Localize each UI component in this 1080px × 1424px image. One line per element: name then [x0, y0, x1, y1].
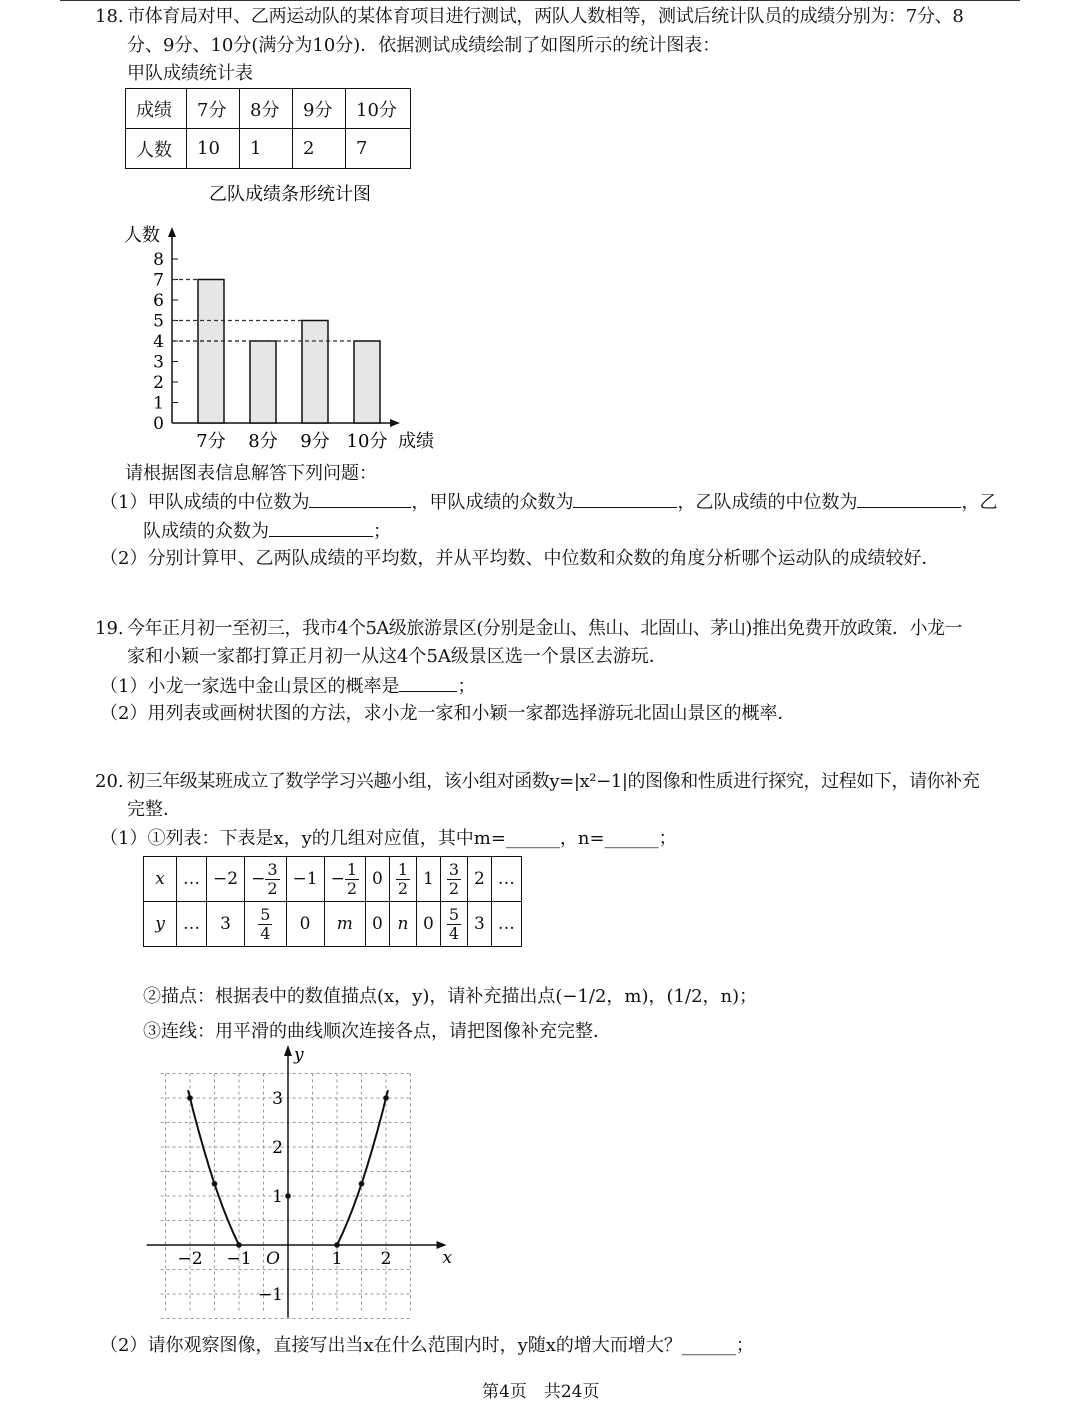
table-cell: m: [324, 902, 365, 947]
numerator: 5: [448, 904, 460, 924]
plotted-point: [359, 1181, 365, 1187]
x-tick-label: 10分: [346, 431, 388, 452]
x-tick-label: 2: [380, 1249, 392, 1269]
table-cell: 1: [417, 857, 441, 902]
x-tick-label: 8分: [248, 431, 278, 452]
y-axis-label: 人数: [124, 225, 160, 246]
table-cell: …: [177, 902, 207, 947]
y-tick-label: −1: [257, 1285, 283, 1305]
table-cell: 0: [366, 857, 390, 902]
fraction: [447, 906, 461, 943]
plotted-point: [285, 1193, 291, 1199]
x-axis-label: x: [442, 1248, 453, 1268]
table-cell: 2: [293, 129, 346, 169]
team-b-bar-chart: [110, 175, 470, 460]
table-cell: 1: [240, 129, 293, 169]
q18-sub1-text-d: ，乙: [961, 492, 998, 513]
plotted-point: [187, 1095, 193, 1101]
answer-blank[interactable]: [399, 673, 457, 692]
denominator: 2: [448, 878, 460, 898]
q19-sub1-text: （1）小龙一家选中金山景区的概率是: [100, 676, 400, 697]
table-cell: [245, 902, 286, 947]
q18-sub1-text-e: 队成绩的众数为: [143, 521, 269, 542]
x-axis-label: 成绩: [398, 431, 434, 452]
table-cell: 3: [207, 902, 245, 947]
function-value-table: [143, 856, 522, 947]
y-tick-label: 2: [272, 1138, 283, 1158]
plotted-point: [383, 1095, 389, 1101]
fraction: [258, 906, 272, 943]
table-cell: …: [491, 902, 521, 947]
x-tick-label: −1: [226, 1249, 252, 1269]
q18-sub1-text-a: （1）甲队成绩的中位数为: [100, 492, 310, 513]
origin-label: O: [266, 1249, 280, 1269]
y-tick-label: 5: [153, 311, 164, 332]
x-tick-label: 7分: [196, 431, 226, 452]
table-cell: 0: [417, 902, 441, 947]
y-label-cell: y: [144, 902, 177, 947]
numerator: 3: [448, 859, 460, 879]
numerator: 1: [346, 859, 357, 879]
table-cell: [245, 857, 286, 902]
y-axis-arrow: [168, 227, 176, 237]
numerator: 3: [267, 859, 278, 879]
y-tick-label: 3: [272, 1089, 283, 1109]
top-rule: [60, 0, 1020, 1]
fraction: [345, 861, 359, 898]
table-cell: 9分: [293, 89, 346, 129]
table-cell: 成绩: [126, 89, 187, 129]
bar-7分: [198, 280, 224, 424]
q18-sub1-text-f: ；: [373, 521, 391, 542]
table-cell: [440, 902, 467, 947]
table-cell: 7分: [187, 89, 240, 129]
q20-step2: ②描点：根据表中的数值描点(x，y)，请补充描出点(−1/2，m)，(1/2，n)；: [143, 986, 758, 1007]
table-cell: 0: [366, 902, 390, 947]
q20-step3: ③连线：用平滑的曲线顺次连接各点，请把图像补充完整．: [143, 1021, 611, 1042]
answer-blank[interactable]: [857, 489, 961, 508]
page-footer: 第4页 共24页: [482, 1382, 600, 1402]
y-tick-label: 7: [153, 270, 164, 291]
fraction: [447, 861, 461, 898]
table-cell: …: [491, 857, 521, 902]
y-tick-label: 3: [153, 352, 164, 373]
y-tick-label: 8: [153, 250, 164, 270]
table-cell: [440, 857, 467, 902]
numerator: 1: [397, 859, 409, 879]
answer-blank[interactable]: [269, 518, 373, 537]
q20-sub2-text: （2）请你观察图像，直接写出当x在什么范围内时，y随x的增大而增大？: [100, 1335, 682, 1356]
table-cell: …: [177, 857, 207, 902]
curve-right-branch: [337, 1090, 388, 1245]
answer-blank[interactable]: [573, 489, 677, 508]
chart-title: 乙队成绩条形统计图: [209, 184, 371, 205]
y-tick-label: 4: [153, 332, 164, 352]
table-cell: −2: [207, 857, 245, 902]
curve-left-branch: [188, 1090, 239, 1245]
y-tick-label: 0: [153, 414, 164, 434]
q19-line2: 家和小颖一家都打算正月初一从这4个5A级景区选一个景区去游玩．: [127, 646, 667, 667]
q20-sub2-blank[interactable]: ______；: [681, 1335, 754, 1356]
minus-sign: −: [251, 868, 266, 889]
function-graph: [140, 1042, 460, 1327]
q18-number: 18.: [95, 6, 124, 27]
plotted-point: [212, 1181, 218, 1187]
q18-sub2: （2）分别计算甲、乙两队成绩的平均数，并从平均数、中位数和众数的角度分析哪个运动队的成绩较好．: [100, 548, 940, 569]
denominator: 2: [346, 878, 357, 898]
table-cell: 0: [286, 902, 324, 947]
q20-line2: 完整．: [127, 799, 181, 820]
x-tick-label: 9分: [300, 431, 330, 452]
y-axis-arrow: [284, 1045, 292, 1056]
team-a-score-table: [125, 88, 411, 169]
q18-line2: 分、9分、10分(满分为10分)．依据测试成绩绘制了如图所示的统计图表：: [127, 35, 721, 56]
table-cell: [389, 857, 416, 902]
q18-sub1-text-c: ，乙队成绩的中位数为: [677, 492, 858, 513]
denominator: 4: [260, 923, 271, 943]
denominator: 4: [448, 923, 460, 943]
x-tick-label: −2: [177, 1249, 203, 1269]
table-cell: −1: [286, 857, 324, 902]
q20-sub1: （1）①列表：下表是x，y的几组对应值，其中m=______，n=______；: [100, 828, 677, 849]
table-cell: 7: [346, 129, 411, 169]
bar-10分: [354, 341, 380, 423]
y-axis-label: y: [294, 1045, 304, 1065]
x-tick-label: 1: [331, 1249, 343, 1269]
q20-number: 20.: [95, 771, 124, 792]
table-cell: n: [389, 902, 416, 947]
table-cell: 2: [468, 857, 492, 902]
q18-sub1-text-b: ，甲队成绩的众数为: [411, 492, 574, 513]
q20-sub2: [100, 1334, 754, 1358]
bar-9分: [302, 321, 328, 424]
y-tick-label: 2: [153, 373, 164, 393]
table-cell: 10: [187, 129, 240, 169]
y-tick-label: 1: [153, 393, 164, 414]
q19-line1: 今年正月初一至初三，我市4个5A级旅游景区(分别是金山、焦山、北固山、茅山)推出免费开放政策．小龙一: [127, 618, 962, 639]
answer-blank[interactable]: [309, 489, 411, 508]
y-tick-label: 6: [153, 291, 164, 311]
fraction: [396, 861, 410, 898]
q18-prompt: 请根据图表信息解答下列问题：: [125, 463, 377, 484]
table-cell: 8分: [240, 89, 293, 129]
table-cell: 3: [468, 902, 492, 947]
fraction: [265, 861, 279, 898]
bar-8分: [250, 341, 276, 423]
x-axis-arrow: [390, 419, 400, 427]
q20-line1: 初三年级某班成立了数学学习兴趣小组，该小组对函数y=|x²−1|的图像和性质进行探究，过程如下，请你补充: [127, 771, 980, 792]
table-cell: 人数: [126, 129, 187, 169]
table-cell: 10分: [346, 89, 411, 129]
plotted-point: [334, 1242, 340, 1248]
minus-sign: −: [330, 868, 345, 889]
y-tick-label: 1: [272, 1187, 283, 1207]
q18-line1: 市体育局对甲、乙两运动队的某体育项目进行测试，两队人数相等，测试后统计队员的成绩分别为：7分、8: [127, 6, 964, 27]
denominator: 2: [267, 878, 278, 898]
q19-number: 19.: [95, 618, 124, 639]
q19-sub1-end: ；: [457, 676, 476, 697]
denominator: 2: [397, 878, 409, 898]
q19-sub1: [100, 673, 475, 699]
q18-sub1-line1: [100, 489, 997, 515]
x-label-cell: x: [144, 857, 177, 902]
numerator: 5: [260, 904, 271, 924]
q19-sub2: （2）用列表或画树状图的方法，求小龙一家和小颖一家都选择游玩北固山景区的概率．: [100, 703, 796, 724]
q18-table-title: 甲队成绩统计表: [127, 63, 253, 84]
q18-sub1-line2: [143, 518, 391, 544]
plotted-point: [236, 1242, 242, 1248]
table-cell: [324, 857, 365, 902]
